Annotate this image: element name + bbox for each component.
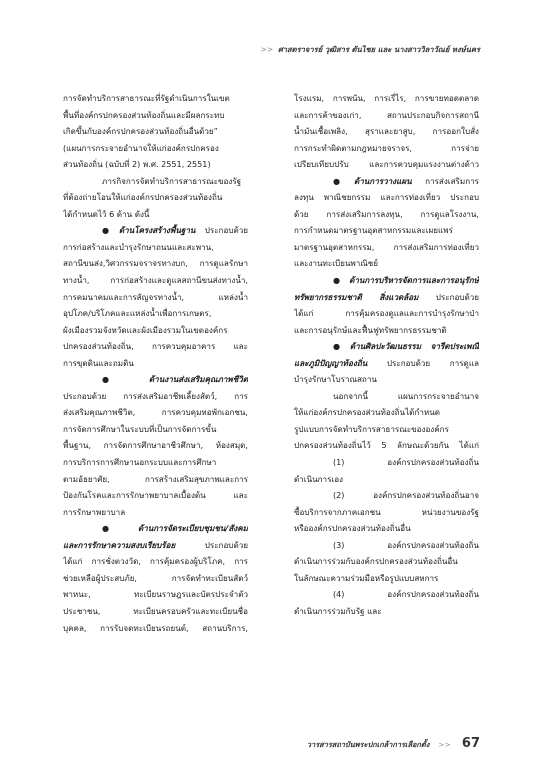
text-line: สถานีขนส่ง,วิศวกรรมจราจรทางบก, การดูแลรักษา bbox=[63, 258, 248, 269]
journal-name: วารสารสถาบันพระปกเกล้าการเลือกตั้ง bbox=[306, 740, 430, 749]
text-line: ปกครองส่วนท้องถิ่นไว้ 5 ลักษณะด้วยกัน ได้แก่ bbox=[294, 440, 479, 451]
bullet-icon: ● bbox=[333, 341, 347, 352]
text-line: หรือองค์กรปกครองส่วนท้องถิ่นอื่น bbox=[294, 523, 411, 534]
bullet-heading bbox=[63, 371, 248, 388]
text-line: มาตรฐานอุตสาหกรรม, การส่งเสริมการท่องเที่ยว bbox=[294, 241, 479, 252]
bullet-icon: ● bbox=[333, 175, 351, 186]
text-line: ดำเนินการเอง bbox=[294, 473, 344, 484]
text-line: เปรียบเทียบปรับ และการควบคุมแรงงานต่างด้าว bbox=[294, 159, 479, 170]
text-line: บุคคล, การรับจดทะเบียนรถยนต์, สถานบริการ, bbox=[63, 622, 248, 633]
text-line: พาหนะ, ทะเบียนราษฎรและบัตรประจำตัว bbox=[63, 589, 248, 600]
text-line: ได้แก่ การชั่งตวงวัด, การคุ้มครองผู้บริโภค, การ bbox=[63, 556, 248, 567]
text-line: และงานทะเบียนพาณิชย์ bbox=[294, 258, 379, 269]
text-line: นอกจากนี้ แผนการกระจายอำนาจ bbox=[333, 390, 479, 401]
list-item: (3) องค์กรปกครองส่วนท้องถิ่น bbox=[333, 539, 479, 550]
text-line: และการรักษาความสงบเรียบร้อย ประกอบด้วย bbox=[63, 539, 248, 550]
bullet-heading bbox=[63, 520, 248, 537]
heading-arts-culture: ด้านศิลปะวัฒนธรรม จารีตประเพณี bbox=[349, 341, 479, 352]
text-line: การรักษาพยาบาล bbox=[63, 506, 126, 517]
text-line: พื้นฐาน, การจัดการศึกษาอาชีวศึกษา, ห้องสมุด, bbox=[63, 440, 248, 451]
text-line: การกำหนดมาตรฐานอุตสาหกรรมและเผยแพร่ bbox=[294, 225, 453, 236]
running-header bbox=[80, 44, 480, 56]
text-line: ในลักษณะความร่วมมือหรือรูปแบบสหการ bbox=[294, 572, 439, 583]
text-line: ที่ต้องถ่ายโอนให้แก่องค์กรปกครองส่วนท้องถิ่น bbox=[63, 192, 223, 203]
text-line: ทางน้ำ, การก่อสร้างและดูแลสถานีขนส่งทางน้ำ, bbox=[63, 275, 248, 286]
chevron-right-icon: >> bbox=[260, 45, 274, 54]
page-number: 67 bbox=[461, 736, 480, 751]
text-line: ช่วยเหลือผู้ประสบภัย, การจัดทำทะเบียนสัตว์ bbox=[63, 572, 248, 583]
text-line: น้ำมันเชื้อเพลิง, สุราและยาสูบ, การออกใบสั่ง bbox=[294, 126, 479, 137]
heading-quality-of-life: ด้านงานส่งเสริมคุณภาพชีวิต bbox=[148, 374, 248, 385]
text-line: และการอนุรักษ์และฟื้นฟูทรัพยากรธรรมชาติ bbox=[294, 324, 447, 335]
bullet-heading: ● ด้านโครงสร้างพื้นฐาน ประกอบด้วย bbox=[102, 225, 248, 236]
text-line: การขุดดินและถมดิน bbox=[63, 357, 134, 368]
text-line: ดำเนินการร่วมกับองค์กรปกครองส่วนท้องถิ่นอื่น bbox=[294, 556, 458, 567]
text-line: อุปโภค/บริโภคและแหล่งน้ำเพื่อการเกษตร, bbox=[63, 308, 212, 319]
text-line: ป้องกันโรคและการรักษาพยาบาลเบื้องต้น และ bbox=[63, 490, 248, 501]
bullet-heading: ● ด้านการวางแผน การส่งเสริมการ bbox=[333, 175, 479, 186]
text-line: ตามอัธยาศัย, การสร้างเสริมสุขภาพและการ bbox=[63, 473, 248, 484]
text-line: ให้แก่องค์กรปกครองส่วนท้องถิ่นได้กำหนด bbox=[294, 407, 440, 418]
text-line: ส่งเสริมคุณภาพชีวิต, การควบคุมหอพักเอกชน, bbox=[63, 407, 248, 418]
text-line: ผังเมืองรวมจังหวัดและผังเมืองรวมในเขตองค์กร bbox=[63, 324, 228, 335]
text-line: โรงแรม, การพนัน, การเรี่ไร, การขายทอดตลาด bbox=[294, 93, 479, 103]
text-line: ภารกิจการจัดทำบริการสาธารณะของรัฐ bbox=[102, 175, 242, 186]
text-line: ดำเนินการร่วมกับรัฐ และ bbox=[294, 605, 382, 616]
text-line: การบริการการศึกษานอกระบบและการศึกษา bbox=[63, 457, 217, 468]
text-line: การจัดการศึกษาในระบบที่เป็นการจัดการขั้น bbox=[63, 423, 217, 434]
left-column bbox=[63, 90, 248, 636]
text-line: การก่อสร้างและบำรุงรักษาถนนและสะพาน, bbox=[63, 241, 214, 252]
text-line: ทรัพยากรธรรมชาติ สิ่งแวดล้อม ประกอบด้วย bbox=[294, 291, 479, 302]
text-line: ประกอบด้วย การส่งเสริมอาชีพเลี้ยงสัตว์, การ bbox=[63, 390, 248, 401]
right-column bbox=[294, 90, 479, 620]
text-line: พื้นที่องค์กรปกครองส่วนท้องถิ่นและมีผลกระทบ bbox=[63, 109, 225, 120]
text-line: บำรุงรักษาโบราณสถาน bbox=[294, 374, 377, 385]
heading-natural-resources: ด้านการบริหารจัดการและการอนุรักษ์ bbox=[349, 275, 479, 286]
text-line: การกระทำผิดตามกฎหมายจราจร, การจ่าย bbox=[294, 142, 479, 153]
list-item: (2) องค์กรปกครองส่วนท้องถิ่นอาจ bbox=[333, 490, 479, 501]
bullet-icon: ● bbox=[102, 523, 135, 534]
running-footer bbox=[230, 732, 480, 751]
header-authors: ศาสตราจารย์ วุฒิสาร ตันไชย และ นางสาววิลาวัณย์ หงษ์นคร bbox=[277, 45, 480, 54]
list-item: (1) องค์กรปกครองส่วนท้องถิ่น bbox=[333, 457, 479, 468]
list-item: (4) องค์กรปกครองส่วนท้องถิ่น bbox=[333, 589, 479, 600]
heading-community-order: ด้านการจัดระเบียบชุมชน/สังคม bbox=[137, 523, 248, 534]
text-line: ลงทุน พาณิชยกรรม และการท่องเที่ยว ประกอบ bbox=[294, 192, 479, 203]
bullet-icon: ● bbox=[333, 275, 347, 286]
text-line: เกิดขึ้นกับองค์กรปกครองส่วนท้องถิ่นอื่นด้วย” bbox=[63, 126, 218, 137]
text-line: ได้กำหนดไว้ 6 ด้าน ดังนี้ bbox=[63, 208, 150, 219]
text-line: ปกครองส่วนท้องถิ่น, การควบคุมอาคาร และ bbox=[63, 341, 248, 352]
text-line: และการค้าของเก่า, สถานประกอบกิจการสถานี bbox=[294, 109, 479, 120]
bullet-icon: ● bbox=[102, 374, 146, 385]
heading-planning: ด้านการวางแผน bbox=[353, 175, 412, 186]
text-line: รูปแบบการจัดทำบริการสาธารณะขององค์กร bbox=[294, 423, 449, 434]
text-line: ส่วนท้องถิ่น (ฉบับที่ 2) พ.ศ. 2551, 2551) bbox=[63, 159, 211, 170]
text-line: ซื้อบริการจากภาคเอกชน หน่วยงานของรัฐ bbox=[294, 506, 479, 517]
bullet-heading bbox=[294, 338, 479, 355]
text-line: ได้แก่ การคุ้มครองดูแลและการบำรุงรักษาป่า bbox=[294, 308, 479, 319]
text-line: และภูมิปัญญาท้องถิ่น ประกอบด้วย การดูแล bbox=[294, 357, 479, 368]
bullet-heading bbox=[294, 272, 479, 289]
text-line: (แผนการกระจายอำนาจให้แก่องค์กรปกครอง bbox=[63, 142, 219, 153]
text-line: ด้วย การส่งเสริมการลงทุน, การดูแลโรงงาน, bbox=[294, 208, 479, 219]
text-line: ประชาชน, ทะเบียนครอบครัวและทะเบียนชื่อ bbox=[63, 605, 248, 616]
text-line: การคมนาคมและการสัญจรทางน้ำ, แหล่งน้ำ bbox=[63, 291, 248, 302]
chevron-right-icon: >> bbox=[438, 740, 451, 749]
bullet-icon: ● bbox=[102, 225, 116, 236]
heading-infrastructure: ด้านโครงสร้างพื้นฐาน bbox=[118, 225, 196, 236]
text-line: การจัดทำบริการสาธารณะที่รัฐดำเนินการในเขต bbox=[63, 93, 230, 103]
